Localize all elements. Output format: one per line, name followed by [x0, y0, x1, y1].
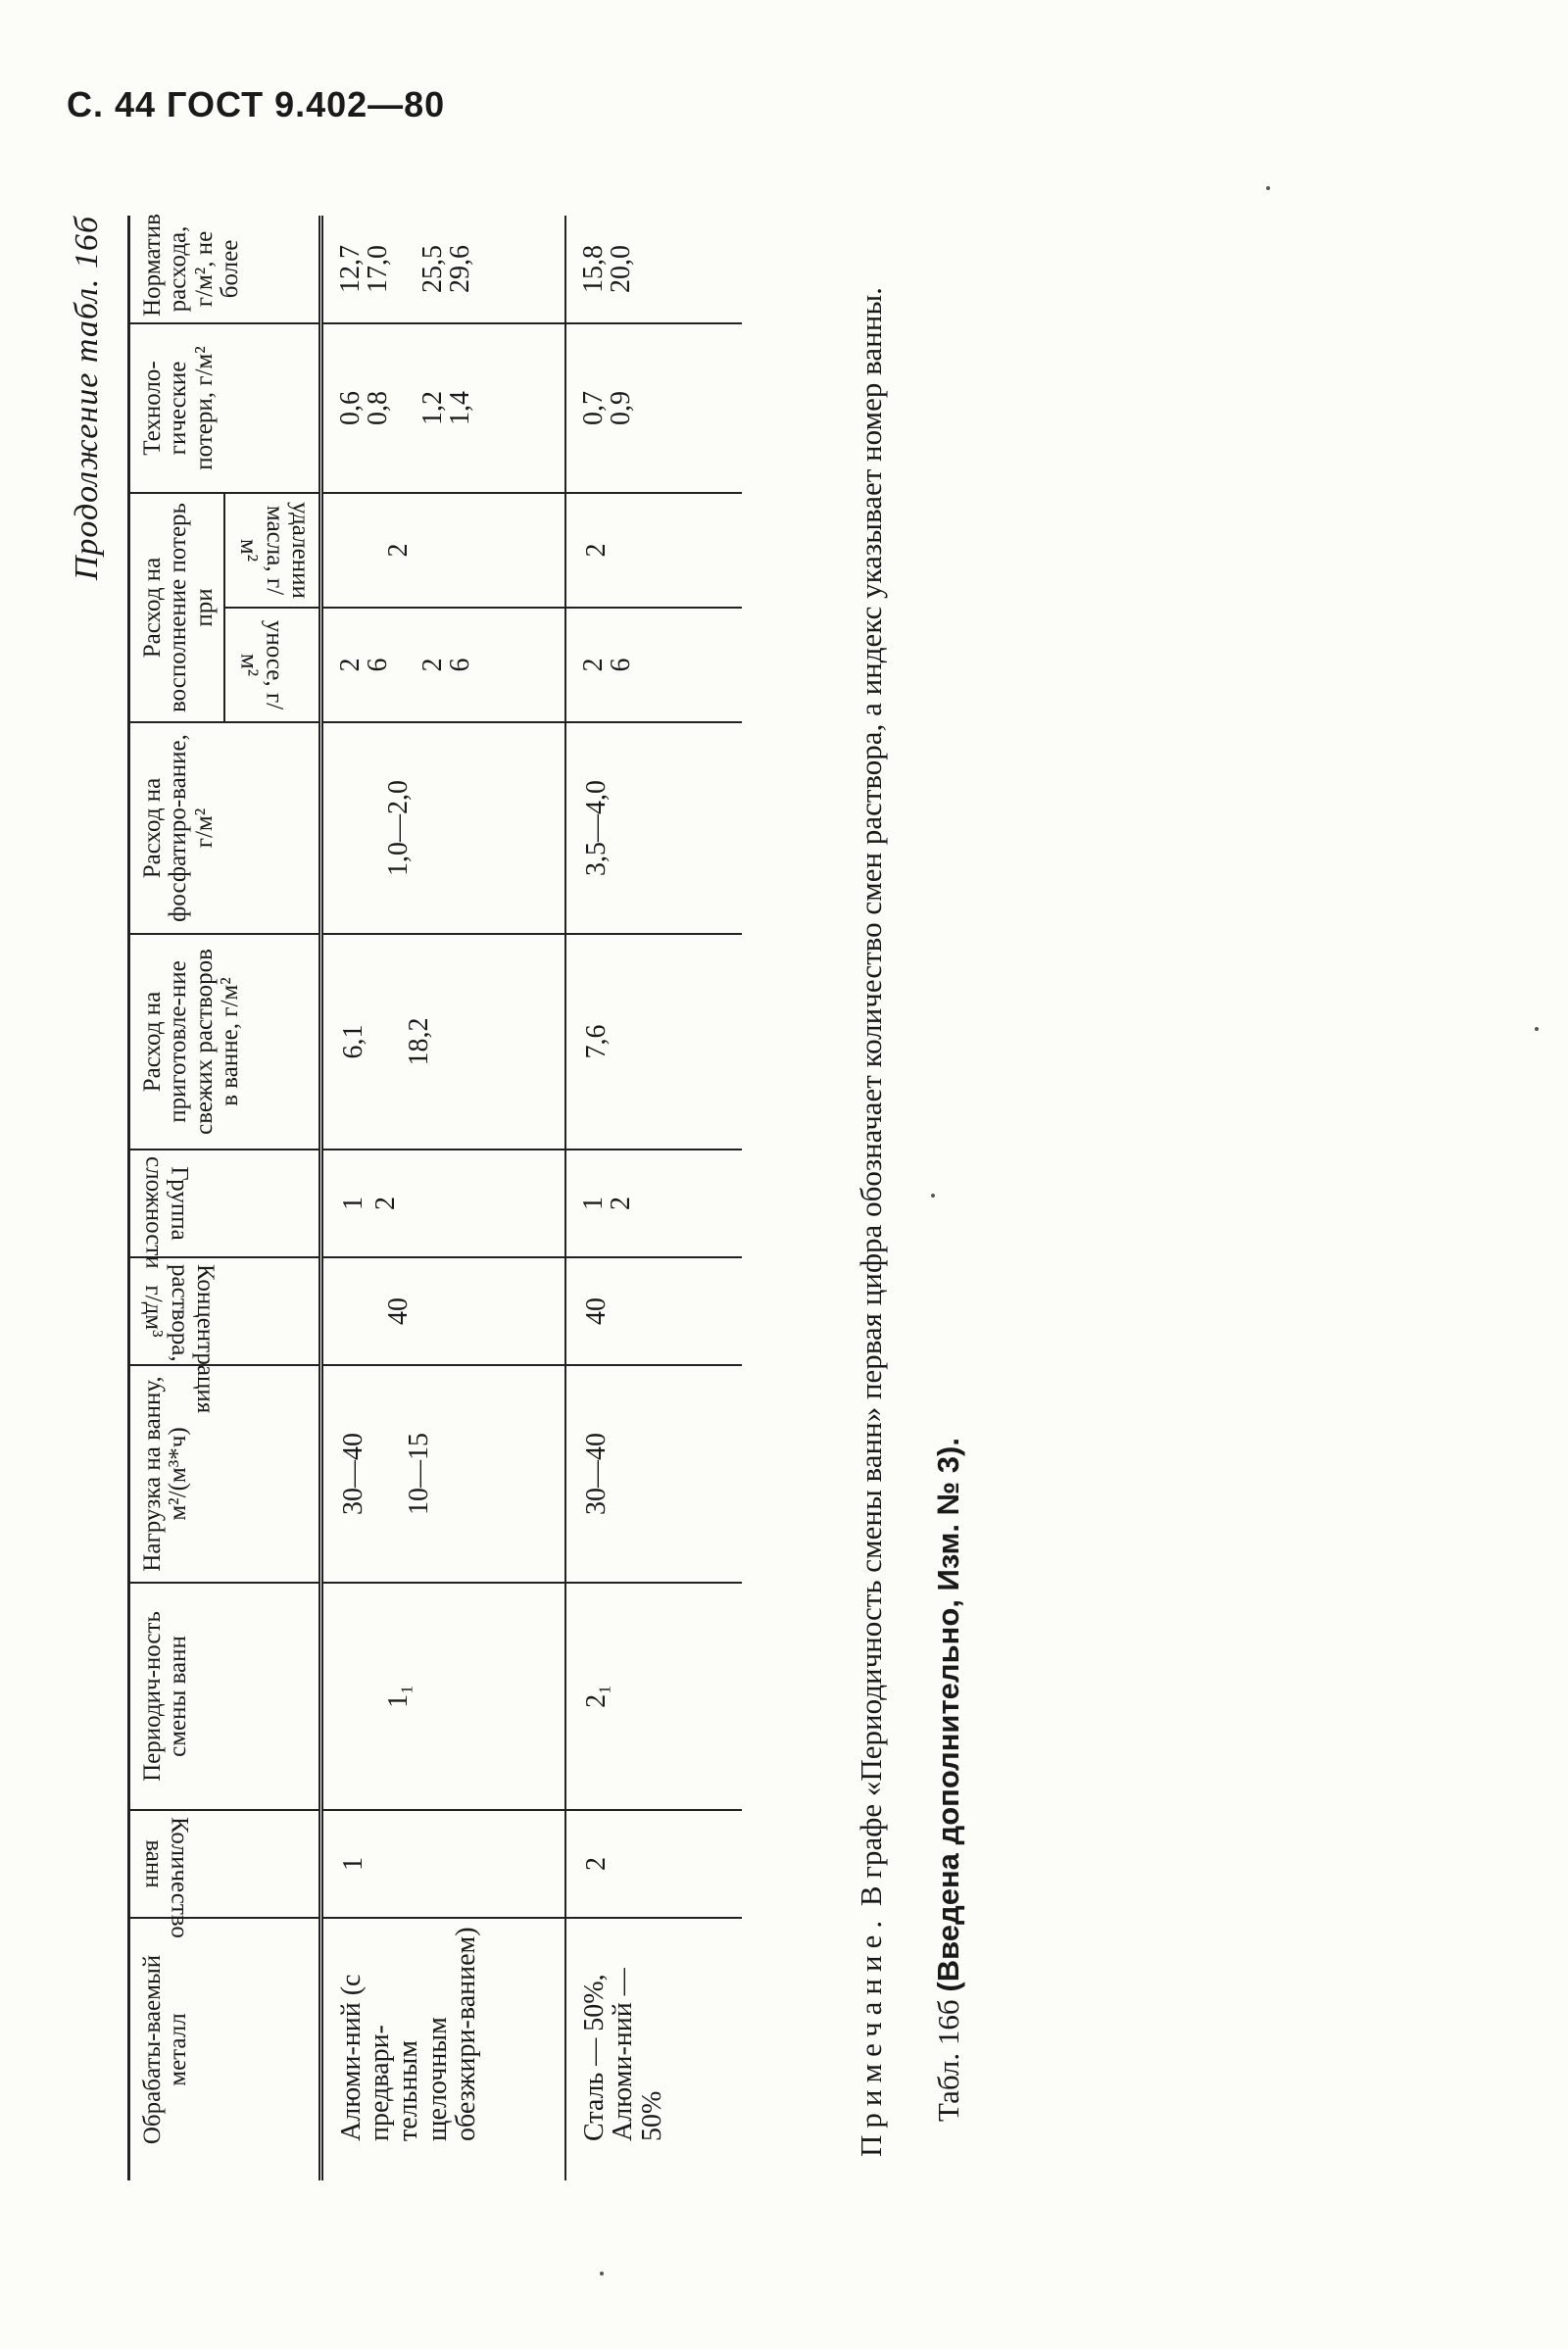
- scan-speck: [1535, 1027, 1539, 1031]
- cell-periodicity: 2₁: [565, 1583, 742, 1810]
- cell-phosphating: 3,5—4,0: [565, 722, 742, 934]
- header-norm: Норматив расхода, г/м², не более: [129, 216, 321, 323]
- table-source: [931, 1438, 966, 2122]
- cell-load: 30—40: [565, 1365, 742, 1583]
- header-phosphating: Расход на фосфатиро-вание, г/м²: [129, 722, 321, 934]
- cell-carryover: 2 6 2 6: [320, 608, 565, 722]
- source-prefix: Табл. 16б: [931, 1999, 965, 2122]
- scan-speck: [1266, 186, 1270, 190]
- scan-speck: [600, 2272, 604, 2276]
- header-metal: Обрабаты-ваемый металл: [129, 1918, 321, 2180]
- cell-norm: 12,7 17,0 25,5 29,6: [320, 216, 565, 323]
- source-amendment: (Введена дополнительно, Изм. № 3).: [931, 1438, 965, 1992]
- cell-tech-losses: 0,6 0,8 1,2 1,4: [320, 323, 565, 493]
- header-oil-removal: удалении масла, г/м²: [224, 493, 320, 608]
- cell-norm: 15,8 20,0: [565, 216, 742, 323]
- scan-speck: [931, 1194, 935, 1198]
- cell-tech-losses: 0,7 0,9: [565, 323, 742, 493]
- header-periodicity: Периодич-ность смены ванн: [129, 1583, 321, 1810]
- cell-bath-count: 1: [320, 1810, 565, 1918]
- table-row: [565, 216, 742, 2180]
- page-header: С. 44 ГОСТ 9.402—80: [67, 84, 446, 124]
- rotated-content: [69, 196, 1127, 2180]
- cell-fresh-solution: 7,6: [565, 934, 742, 1150]
- table-row: [320, 216, 565, 2180]
- cell-carryover: 2 6: [565, 608, 742, 722]
- header-bath-count: Количество ванн: [129, 1810, 321, 1918]
- header-load: Нагрузка на ванну, м²/(м³*ч): [129, 1365, 321, 1583]
- header-replenish-group: Расход на восполнение потерь при: [129, 493, 224, 722]
- cell-periodicity: 1₁: [320, 1583, 565, 1810]
- cell-phosphating: 1,0—2,0: [320, 722, 565, 934]
- cell-metal: Сталь — 50%, Алюми-ний — 50%: [565, 1918, 742, 2180]
- data-table: [127, 216, 742, 2180]
- cell-concentration: 40: [565, 1257, 742, 1365]
- cell-oil-removal: 2: [565, 493, 742, 608]
- cell-fresh-solution: 6,1 18,2: [320, 934, 565, 1150]
- table-note: [853, 236, 890, 2157]
- header-tech-losses: Техноло-гические потери, г/м²: [129, 323, 321, 493]
- cell-complexity: 1 2: [565, 1150, 742, 1257]
- table-title: Продолжение табл. 16б: [69, 216, 105, 581]
- note-label: Примечание.: [854, 1913, 888, 2157]
- cell-metal: Алюми-ний (с предвари-тельным щелочным обезжири-ванием): [320, 1918, 565, 2180]
- cell-load: 30—40 10—15: [320, 1365, 565, 1583]
- header-carryover: уносе, г/м²: [224, 608, 320, 722]
- note-text: В графе «Периодичность смены ванн» первая цифра обозначает количество смен раствора, а индекс указывает номер ванны.: [854, 287, 888, 1907]
- cell-oil-removal: 2: [320, 493, 565, 608]
- header-fresh-solution: Расход на приготовле-ние свежих растворов в ванне, г/м²: [129, 934, 321, 1150]
- cell-concentration: 40: [320, 1257, 565, 1365]
- cell-bath-count: 2: [565, 1810, 742, 1918]
- header-concentration: Концентрация раствора, г/дм³: [129, 1257, 321, 1365]
- header-complexity: Группа сложности: [129, 1150, 321, 1257]
- cell-complexity: 1 2: [320, 1150, 565, 1257]
